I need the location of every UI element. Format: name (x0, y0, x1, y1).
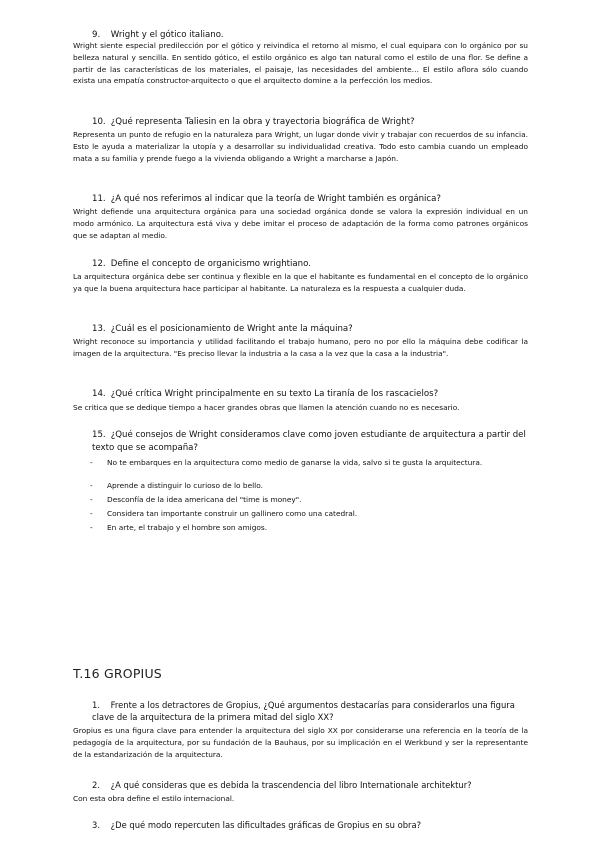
answer-paragraph: Wright defiende una arquitectura orgánica para una sociedad orgánica donde se valora la expresión individual en un modo armónico. La arquitectura está viva y debe imitar el proceso de adaptación de la forma como patrones orgánicos que se adaptan al medio. (73, 207, 528, 240)
dash-bullet-icon: - (90, 481, 93, 490)
bullet-item (90, 457, 530, 468)
question-number: 15. (92, 430, 106, 440)
question-title: ¿Qué crítica Wright principalmente en su texto La tiranía de los rascacielos? (110, 389, 439, 399)
question-heading (92, 389, 532, 400)
bullet-item (90, 508, 530, 519)
answer-paragraph: Se critica que se dedique tiempo a hacer grandes obras que llamen la atención cuando no es necesario. (73, 403, 460, 412)
question-number: 1. (92, 700, 100, 710)
question-heading (92, 820, 532, 832)
question-number: 13. (92, 324, 106, 334)
question-title: Wright y el gótico italiano. (110, 30, 224, 40)
bullet-item (90, 480, 530, 491)
question-title: Define el concepto de organicismo wrightiano. (110, 259, 311, 269)
bullet-text: En arte, el trabajo y el hombre son amigos. (107, 523, 268, 532)
answer-paragraph: Gropius es una figura clave para entender la arquitectura del siglo XX por considerarse una referencia en la teoría de la pedagogía de la arquitectura, por su fundación de la Bauhaus, por su implicación en el Werkbund y ser la representante de la estandarización de la arquitectura. (73, 726, 528, 759)
dash-bullet-icon: - (90, 458, 93, 467)
question-number: 10. (92, 117, 106, 127)
question-number: 11. (92, 194, 106, 204)
question-title: ¿A qué consideras que es debida la trascendencia del libro Internationale architektur? (110, 780, 472, 790)
question-title: ¿A qué nos referimos al indicar que la teoría de Wright también es orgánica? (110, 194, 441, 204)
question-heading (92, 117, 532, 128)
question-title: ¿De qué modo repercuten las dificultades gráficas de Gropius en su obra? (110, 820, 422, 830)
question-heading (92, 259, 532, 270)
question-number: 9. (92, 30, 101, 40)
dash-bullet-icon: - (90, 509, 93, 518)
answer-paragraph: Wright siente especial predilección por el gótico y reivindica el retorno al mismo, el cual equipara con lo orgánico por su belleza natural y sencilla. En sentido gótico, el estilo orgánico es algo tan natural como el estilo de una flor. Se define a partir de las características de los materiales, el paisaje, las necesidades del ambiente… El estilo aflora sólo cuando exista una empatía constructor-arquitecto o que el arquitecto domine a la perfección los medios. (73, 41, 528, 86)
answer-paragraph: Representa un punto de refugio en la naturaleza para Wright, un lugar donde vivir y trabajar con recuerdos de su infancia. Esto le ayuda a materializar la utopía y a desarrollar su individualidad creativa. Todo esto cambia cuando un empleado mata a su familia y prende fuego a la vivienda obligando a Wright a marcharse a Japón. (73, 130, 528, 163)
dash-bullet-icon: - (90, 523, 93, 532)
question-number: 12. (92, 259, 106, 269)
bullet-text: Considera tan importante construir un gallinero como una catedral. (107, 509, 358, 518)
question-heading (92, 780, 532, 792)
bullet-item (90, 522, 530, 533)
question-title: ¿Qué representa Taliesin en la obra y trayectoria biográfica de Wright? (110, 117, 415, 127)
dash-bullet-icon: - (90, 495, 93, 504)
bullet-text: No te embarques en la arquitectura como medio de ganarse la vida, salvo si te gusta la arquitectura. (107, 458, 483, 467)
question-title: Frente a los detractores de Gropius, ¿Qué argumentos destacarías para considerarlos una figura clave de la arquitectura de la primera mitad del siglo XX? (92, 700, 515, 722)
question-title: ¿Cuál es el posicionamiento de Wright ante la máquina? (110, 324, 353, 334)
bullet-text: Desconfía de la idea americana del "time is money". (107, 495, 302, 504)
question-number: 3. (92, 820, 100, 830)
section-title: T.16 GROPIUS (73, 666, 162, 681)
question-number: 14. (92, 389, 106, 399)
answer-paragraph: La arquitectura orgánica debe ser continua y flexible en la que el habitante es fundamental en el concepto de lo orgánico ya que la buena arquitectura hace participar al habitante. La naturaleza es la respuesta a cualquier duda. (73, 272, 528, 293)
question-number: 2. (92, 780, 100, 790)
bullet-text: Aprende a distinguir lo curioso de lo bello. (107, 481, 263, 490)
bullet-item (90, 494, 530, 505)
question-heading (92, 324, 532, 335)
answer-paragraph: Con esta obra define el estilo internacional. (73, 794, 235, 803)
question-heading (92, 194, 532, 205)
question-title: ¿Qué consejos de Wright consideramos clave como joven estudiante de arquitectura a partir del texto que se acompaña? (92, 430, 526, 453)
question-heading (92, 700, 532, 724)
question-heading (92, 429, 532, 455)
answer-paragraph: Wright reconoce su importancia y utilidad facilitando el trabajo humano, pero no por ello la máquina debe codificar la imagen de la arquitectura. "Es preciso llevar la industria a la casa a la vez que la casa a la industria". (73, 337, 528, 358)
